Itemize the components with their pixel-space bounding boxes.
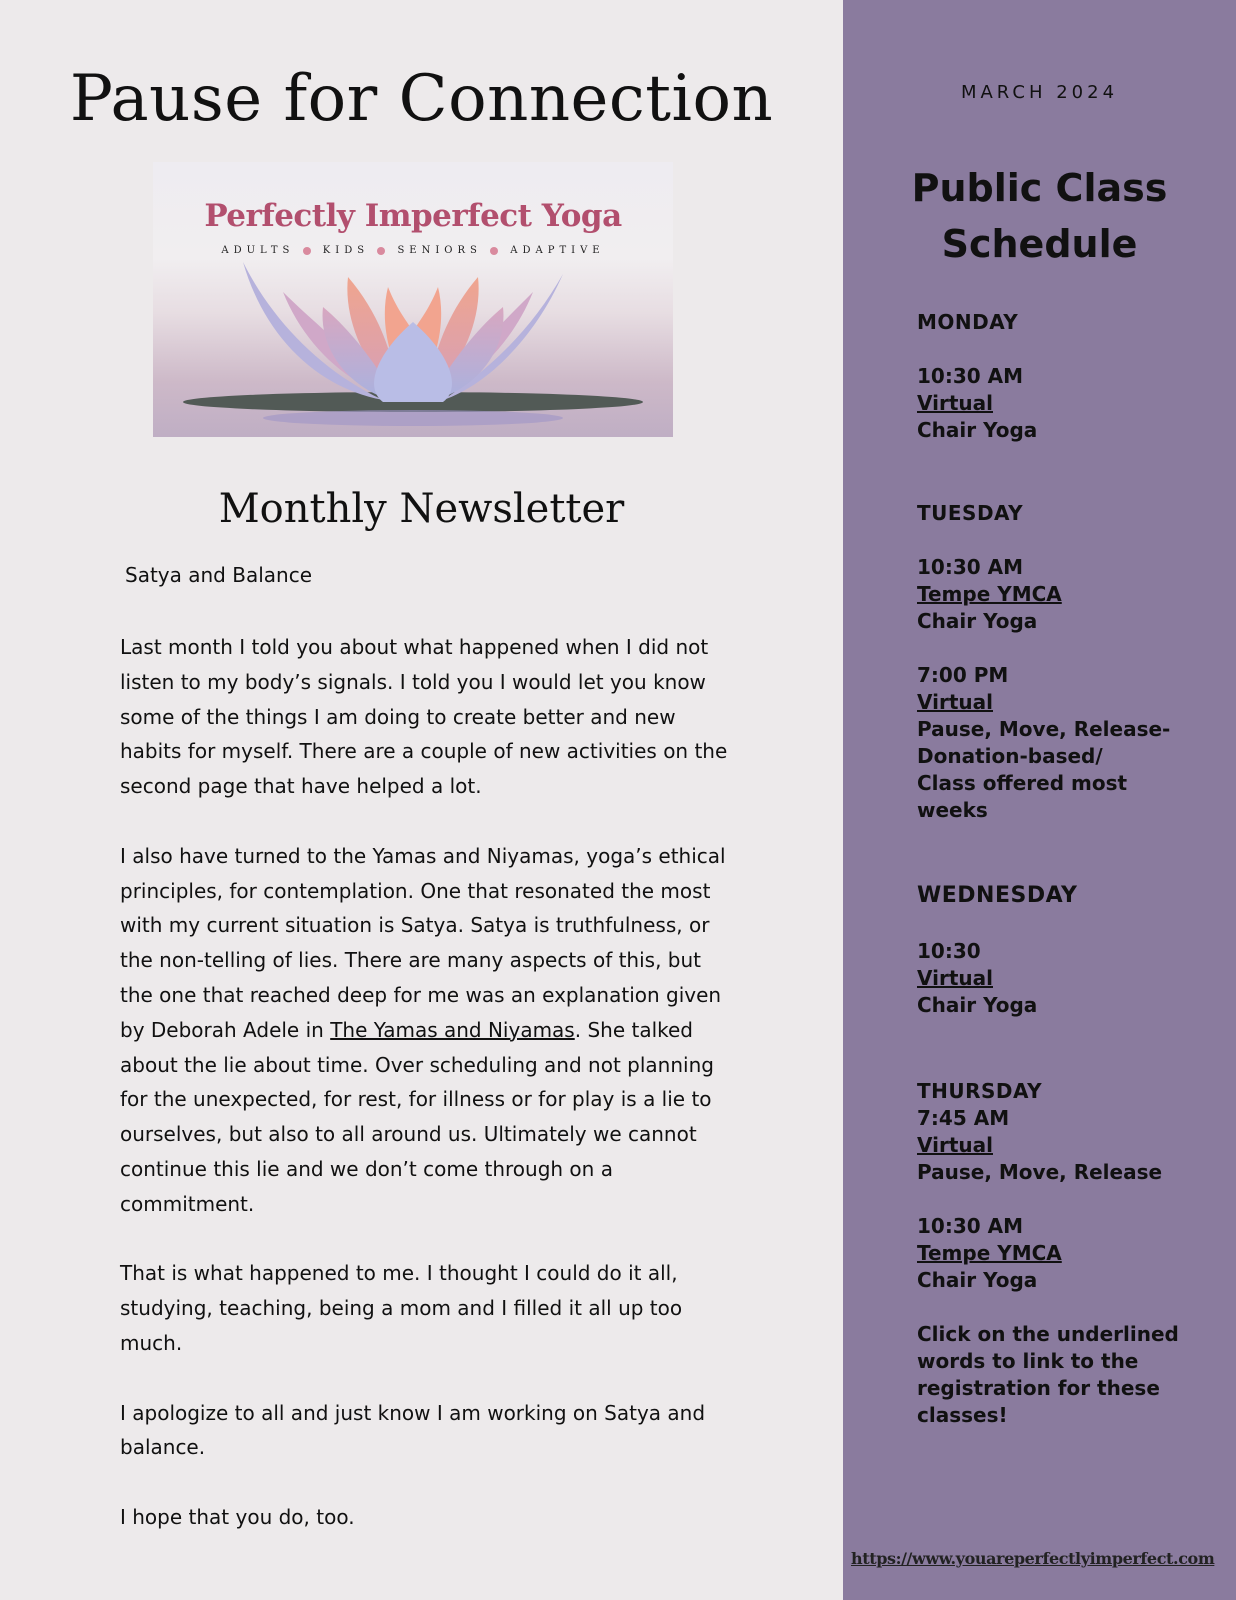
paragraph: I hope that you do, too.: [120, 1504, 355, 1529]
paragraph: [120, 839, 730, 1222]
dot-icon: [377, 247, 385, 255]
instruction-line: classes!: [917, 1403, 1008, 1427]
dot-icon: [303, 247, 311, 255]
instruction-line: words to link to the: [917, 1349, 1139, 1373]
class-name: Chair Yoga: [917, 1268, 1038, 1292]
day-label: THURSDAY: [917, 1079, 1043, 1103]
book-link[interactable]: The Yamas and Niyamas: [330, 1017, 575, 1042]
class-note: weeks: [917, 798, 988, 822]
class-location-link[interactable]: Tempe YMCA: [917, 582, 1062, 606]
website-link[interactable]: https://www.youareperfectlyimperfect.com: [851, 1549, 1215, 1568]
schedule-monday: [917, 309, 1037, 444]
class-time: 10:30 AM: [917, 555, 1024, 579]
class-name: Pause, Move, Release: [917, 1160, 1163, 1184]
class-location-link[interactable]: Virtual: [917, 966, 993, 990]
class-location-link[interactable]: Virtual: [917, 391, 993, 415]
class-time: 10:30 AM: [917, 1214, 1024, 1238]
issue-month: MARCH 2024: [960, 82, 1119, 103]
class-note: Donation-based/: [917, 744, 1103, 768]
newsletter-subtitle: Monthly Newsletter: [218, 486, 625, 532]
class-note: Class offered most: [917, 771, 1128, 795]
paragraph: Last month I told you about what happened when I did not listen to my body’s signals. I told you I would let you know some of the things I am doing to create better and new habits for myself. There are a couple of new activities on the second page that have helped a lot.: [120, 635, 728, 799]
class-location-link[interactable]: Virtual: [917, 1133, 993, 1157]
schedule-title: [843, 160, 1236, 272]
article-heading: Satya and Balance: [125, 563, 312, 587]
article-body: [120, 630, 730, 1570]
schedule-title-line: Public Class: [911, 166, 1168, 210]
class-location-link[interactable]: Tempe YMCA: [917, 1241, 1062, 1265]
class-time: 10:30 AM: [917, 364, 1024, 388]
class-name: Pause, Move, Release-: [917, 717, 1171, 741]
class-name: Chair Yoga: [917, 418, 1038, 442]
class-time: 7:45 AM: [917, 1106, 1010, 1130]
paragraph: That is what happened to me. I thought I could do it all, studying, teaching, being a mom and I filled it all up too much.: [120, 1261, 683, 1355]
newsletter-title: Pause for Connection: [69, 62, 774, 136]
class-time: 10:30: [917, 939, 981, 963]
schedule-title-line: Schedule: [941, 222, 1138, 266]
paragraph: I apologize to all and just know I am working on Satya and balance.: [120, 1400, 706, 1460]
paragraph-text: . She talked about the lie about time. Over scheduling and not planning for the unexpected, for rest, for illness or for play is a lie to ourselves, but also to all around us. Ultimately we cannot continue this lie and we don’t come through on a commitment.: [120, 1017, 714, 1216]
class-time: 7:00 PM: [917, 663, 1009, 687]
banner-brand-name: Perfectly Imperfect Yoga: [204, 198, 622, 234]
brand-banner-image: [153, 162, 673, 437]
tag-adaptive: ADAPTIVE: [510, 245, 605, 256]
instruction-line: Click on the underlined: [917, 1322, 1179, 1346]
class-name: Chair Yoga: [917, 609, 1038, 633]
schedule-tuesday: [917, 500, 1170, 824]
day-label: WEDNESDAY: [917, 883, 1078, 908]
schedule-wednesday: [917, 882, 1077, 1019]
tag-adults: ADULTS: [221, 245, 295, 256]
instruction-line: registration for these: [917, 1376, 1160, 1400]
day-label: TUESDAY: [917, 501, 1024, 525]
schedule-thursday: [917, 1078, 1179, 1429]
dot-icon: [490, 247, 498, 255]
tag-kids: KIDS: [322, 245, 370, 256]
tag-seniors: SENIORS: [397, 245, 482, 256]
paragraph-text: I also have turned to the Yamas and Niyamas, yoga’s ethical principles, for contemplation. One that resonated the most with my current situation is Satya. Satya is truthfulness, or the non-telling of lies. There are many aspects of this, but the one that reached deep for me was an explanation given by Deborah Adele in: [120, 843, 726, 1042]
class-location-link[interactable]: Virtual: [917, 690, 993, 714]
banner-tagline: [153, 245, 673, 256]
class-name: Chair Yoga: [917, 993, 1038, 1017]
day-label: MONDAY: [917, 310, 1019, 334]
